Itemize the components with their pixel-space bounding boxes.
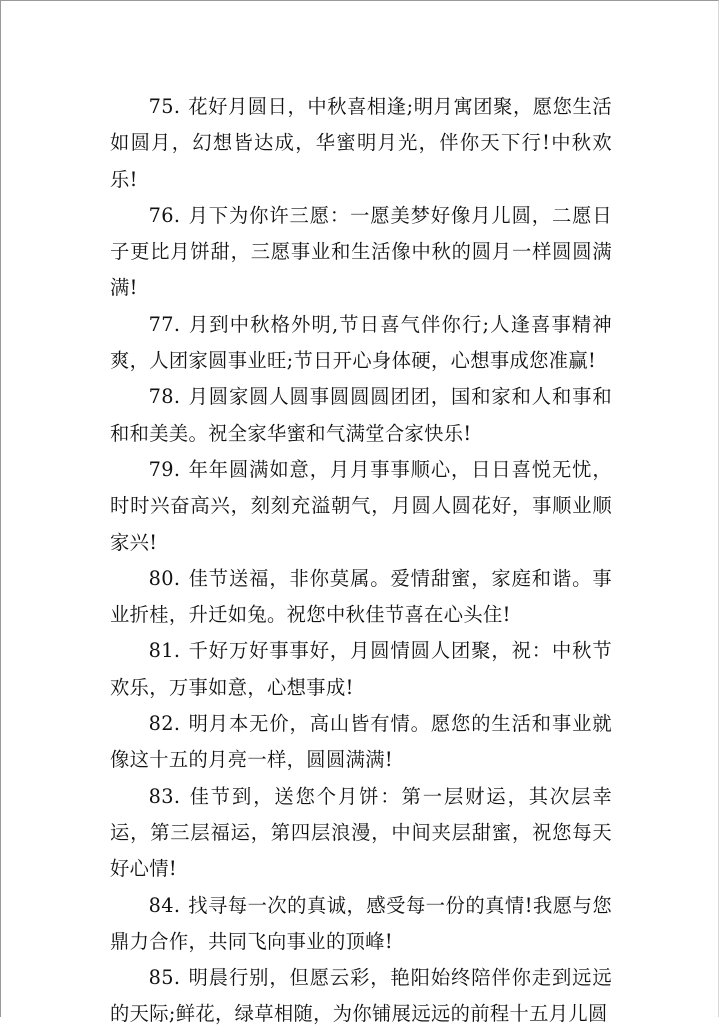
- paragraph-number: 78.: [148, 385, 181, 409]
- paragraph-number: 81.: [148, 639, 181, 663]
- paragraph-80: [110, 561, 612, 634]
- paragraph-text: 年年圆满如意，月月事事顺心，日日喜悦无忧，时时兴奋高兴，刻刻充溢朝气，月圆人圆花好，事顺业顺家兴!: [110, 457, 612, 554]
- paragraph-text: 千好万好事事好，月圆情圆人团聚，祝：中秋节欢乐，万事如意，心想事成!: [110, 639, 612, 699]
- paragraph-81: [110, 633, 612, 706]
- paragraph-number: 85.: [148, 966, 181, 990]
- paragraph-number: 76.: [148, 203, 181, 227]
- paragraph-text: 佳节送福，非你莫属。爱情甜蜜，家庭和谐。事业折桂，升迁如兔。祝您中秋佳节喜在心头住!: [110, 566, 612, 627]
- paragraph-85: [110, 960, 612, 1033]
- paragraph-76: [110, 198, 612, 307]
- paragraph-number: 75.: [148, 95, 181, 118]
- paragraph-77: [110, 307, 612, 380]
- paragraph-text: 月圆家圆人圆事圆圆圆团团，国和家和人和事和和和美美。祝全家华蜜和气满堂合家快乐!: [110, 385, 612, 445]
- paragraph-text: 佳节到，送您个月饼：第一层财运，其次层幸运，第三层福运，第四层浪漫，中间夹层甜蜜，祝您每天好心情!: [110, 784, 612, 881]
- paragraph-84: [110, 888, 612, 961]
- paragraph-text: 月到中秋格外明,节日喜气伴你行;人逢喜事精神爽，人团家圆事业旺;节日开心身体硬，心想事成您准赢!: [110, 312, 612, 373]
- paragraph-83: [110, 779, 612, 888]
- paragraph-79: [110, 452, 612, 561]
- paragraph-text: 花好月圆日，中秋喜相逢;明月寓团聚，愿您生活如圆月，幻想皆达成，华蜜明月光，伴你天下行!中秋欢乐!: [110, 95, 612, 191]
- paragraph-number: 82.: [148, 712, 181, 736]
- paragraph-number: 79.: [148, 457, 181, 481]
- paragraph-number: 84.: [148, 893, 181, 917]
- document-body: [110, 89, 612, 1033]
- paragraph-82: [110, 706, 612, 779]
- paragraph-text: 月下为你许三愿：一愿美梦好像月儿圆，二愿日子更比月饼甜，三愿事业和生活像中秋的圆月一样圆圆满满!: [110, 203, 612, 300]
- paragraph-75: [110, 89, 612, 198]
- paragraph-number: 77.: [148, 312, 181, 336]
- paragraph-number: 80.: [148, 566, 181, 590]
- paragraph-text: 明月本无价，高山皆有情。愿您的生活和事业就像这十五的月亮一样，圆圆满满!: [110, 712, 612, 772]
- paragraph-text: 找寻每一次的真诚，感受每一份的真情!我愿与您鼎力合作，共同飞向事业的顶峰!: [110, 893, 612, 953]
- paragraph-78: [110, 379, 612, 452]
- paragraph-text: 明晨行别，但愿云彩，艳阳始终陪伴你走到远远的天际;鲜花，绿草相随，为你铺展远远的前程十五月儿圆: [110, 966, 612, 1026]
- paragraph-number: 83.: [148, 784, 181, 808]
